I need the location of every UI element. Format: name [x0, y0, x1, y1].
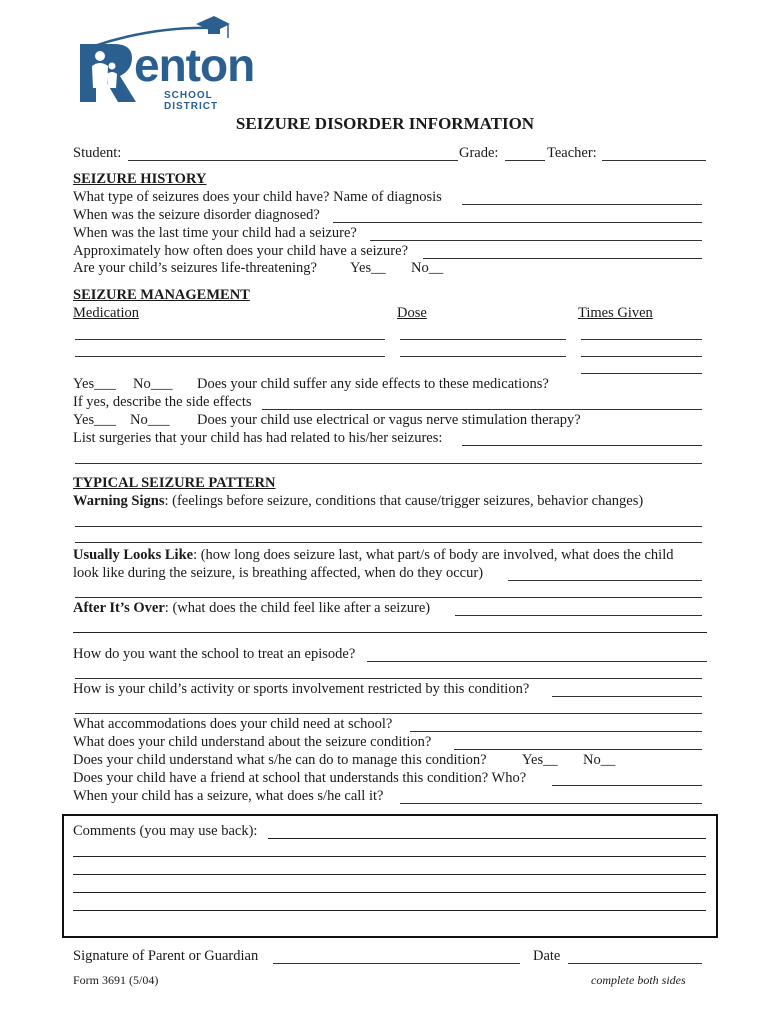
dose-field-2[interactable]: [400, 356, 566, 357]
after-over-field-2[interactable]: [73, 632, 707, 633]
history-q4: Approximately how often does your child have a seizure?: [73, 243, 409, 259]
life-threatening-no[interactable]: No__: [411, 260, 444, 276]
history-q2: When was the seizure disorder diagnosed?: [73, 207, 320, 223]
accommodations-field[interactable]: [410, 731, 702, 732]
callit-label: When your child has a seizure, what does s/he call it?: [73, 788, 384, 804]
looks-like-field-1[interactable]: [508, 580, 702, 581]
complete-both-sides-note: complete both sides: [591, 973, 686, 987]
history-q3: When was the last time your child had a seizure?: [73, 225, 357, 241]
accommodations-label: What accommodations does your child need at school?: [73, 716, 393, 732]
comments-field-3[interactable]: [73, 874, 706, 875]
warning-signs-row: [73, 493, 643, 510]
comments-field-5[interactable]: [73, 910, 706, 911]
vns-question: Does your child use electrical or vagus nerve stimulation therapy?: [197, 412, 581, 428]
times-field-1[interactable]: [581, 339, 702, 340]
warning-signs-label: Warning Signs: [73, 493, 165, 509]
side-effects-question: Does your child suffer any side effects to these medications?: [197, 376, 549, 392]
surgeries-field-2[interactable]: [75, 463, 702, 464]
activity-field-1[interactable]: [552, 696, 702, 697]
management-heading: SEIZURE MANAGEMENT: [73, 287, 250, 303]
history-q1-field[interactable]: [462, 204, 702, 205]
grade-field[interactable]: [505, 160, 545, 161]
treat-episode-field-1[interactable]: [367, 661, 707, 662]
side-effects-describe-label: If yes, describe the side effects: [73, 394, 252, 410]
surgeries-label: List surgeries that your child has had related to his/her seizures:: [73, 430, 443, 446]
logo-name: enton: [134, 39, 255, 91]
side-effects-no[interactable]: No___: [133, 376, 173, 392]
warning-signs-field-2[interactable]: [75, 542, 702, 543]
date-field[interactable]: [568, 963, 702, 964]
medication-column-header: Medication: [73, 305, 140, 321]
times-field-2[interactable]: [581, 356, 702, 357]
student-field[interactable]: [128, 160, 458, 161]
history-q2-field[interactable]: [333, 222, 702, 223]
page-title: SEIZURE DISORDER INFORMATION: [235, 114, 535, 133]
after-over-label: After It’s Over: [73, 600, 165, 616]
signature-field[interactable]: [273, 963, 520, 964]
grade-label: Grade:: [459, 145, 499, 161]
form-number: Form 3691 (5/04): [73, 973, 159, 987]
teacher-field[interactable]: [602, 160, 706, 161]
medication-field-2[interactable]: [75, 356, 385, 357]
warning-signs-field-1[interactable]: [75, 526, 702, 527]
comments-field-2[interactable]: [73, 856, 706, 857]
activity-label: How is your child’s activity or sports involvement restricted by this condition?: [73, 681, 530, 697]
manage-yes[interactable]: Yes__: [522, 752, 558, 768]
treat-episode-label: How do you want the school to treat an episode?: [73, 646, 356, 662]
surgeries-field-1[interactable]: [462, 445, 702, 446]
after-over-text: : (what does the child feel like after a seizure): [164, 600, 431, 616]
pattern-heading: TYPICAL SEIZURE PATTERN: [73, 475, 276, 491]
times-given-column-header: Times Given: [578, 305, 653, 321]
callit-field[interactable]: [400, 803, 702, 804]
after-over-field-1[interactable]: [455, 615, 702, 616]
looks-like-text-2: look like during the seizure, is breathing affected, when do they occur): [73, 565, 484, 581]
understand-field[interactable]: [454, 749, 702, 750]
date-label: Date: [533, 948, 561, 964]
manage-no[interactable]: No__: [583, 752, 616, 768]
treat-episode-field-2[interactable]: [75, 678, 702, 679]
looks-like-row: [73, 547, 673, 564]
activity-field-2[interactable]: [75, 713, 702, 714]
manage-label: Does your child understand what s/he can do to manage this condition?: [73, 752, 487, 768]
side-effects-yes[interactable]: Yes___: [73, 376, 116, 392]
history-heading: SEIZURE HISTORY: [73, 171, 207, 187]
times-field-3[interactable]: [581, 373, 702, 374]
signature-label: Signature of Parent or Guardian: [73, 948, 259, 964]
life-threatening-yes[interactable]: Yes__: [350, 260, 386, 276]
logo-subtitle: SCHOOL DISTRICT: [164, 90, 219, 112]
friend-label: Does your child have a friend at school that understands this condition? Who?: [73, 770, 527, 786]
history-q1: What type of seizures does your child have? Name of diagnosis: [73, 189, 442, 205]
comments-field-1[interactable]: [268, 838, 706, 839]
district-logo: [74, 16, 264, 112]
dose-column-header: Dose: [397, 305, 427, 321]
warning-signs-text: : (feelings before seizure, conditions that cause/trigger seizures, behavior changes): [164, 493, 644, 509]
after-over-row: [73, 600, 430, 617]
dose-field-1[interactable]: [400, 339, 566, 340]
understand-label: What does your child understand about the seizure condition?: [73, 734, 432, 750]
history-q5: Are your child’s seizures life-threatening?: [73, 260, 317, 276]
history-q4-field[interactable]: [423, 258, 702, 259]
teacher-label: Teacher:: [547, 145, 597, 161]
looks-like-label: Usually Looks Like: [73, 547, 194, 563]
looks-like-text-1: : (how long does seizure last, what part/s of body are involved, what does the child: [193, 547, 674, 563]
history-q3-field[interactable]: [370, 240, 702, 241]
comments-label: Comments (you may use back):: [73, 823, 258, 839]
medication-field-1[interactable]: [75, 339, 385, 340]
side-effects-describe-field[interactable]: [262, 409, 702, 410]
vns-yes[interactable]: Yes___: [73, 412, 116, 428]
friend-field[interactable]: [552, 785, 702, 786]
looks-like-field-2[interactable]: [75, 597, 702, 598]
student-label: Student:: [73, 145, 122, 161]
vns-no[interactable]: No___: [130, 412, 170, 428]
comments-field-4[interactable]: [73, 892, 706, 893]
